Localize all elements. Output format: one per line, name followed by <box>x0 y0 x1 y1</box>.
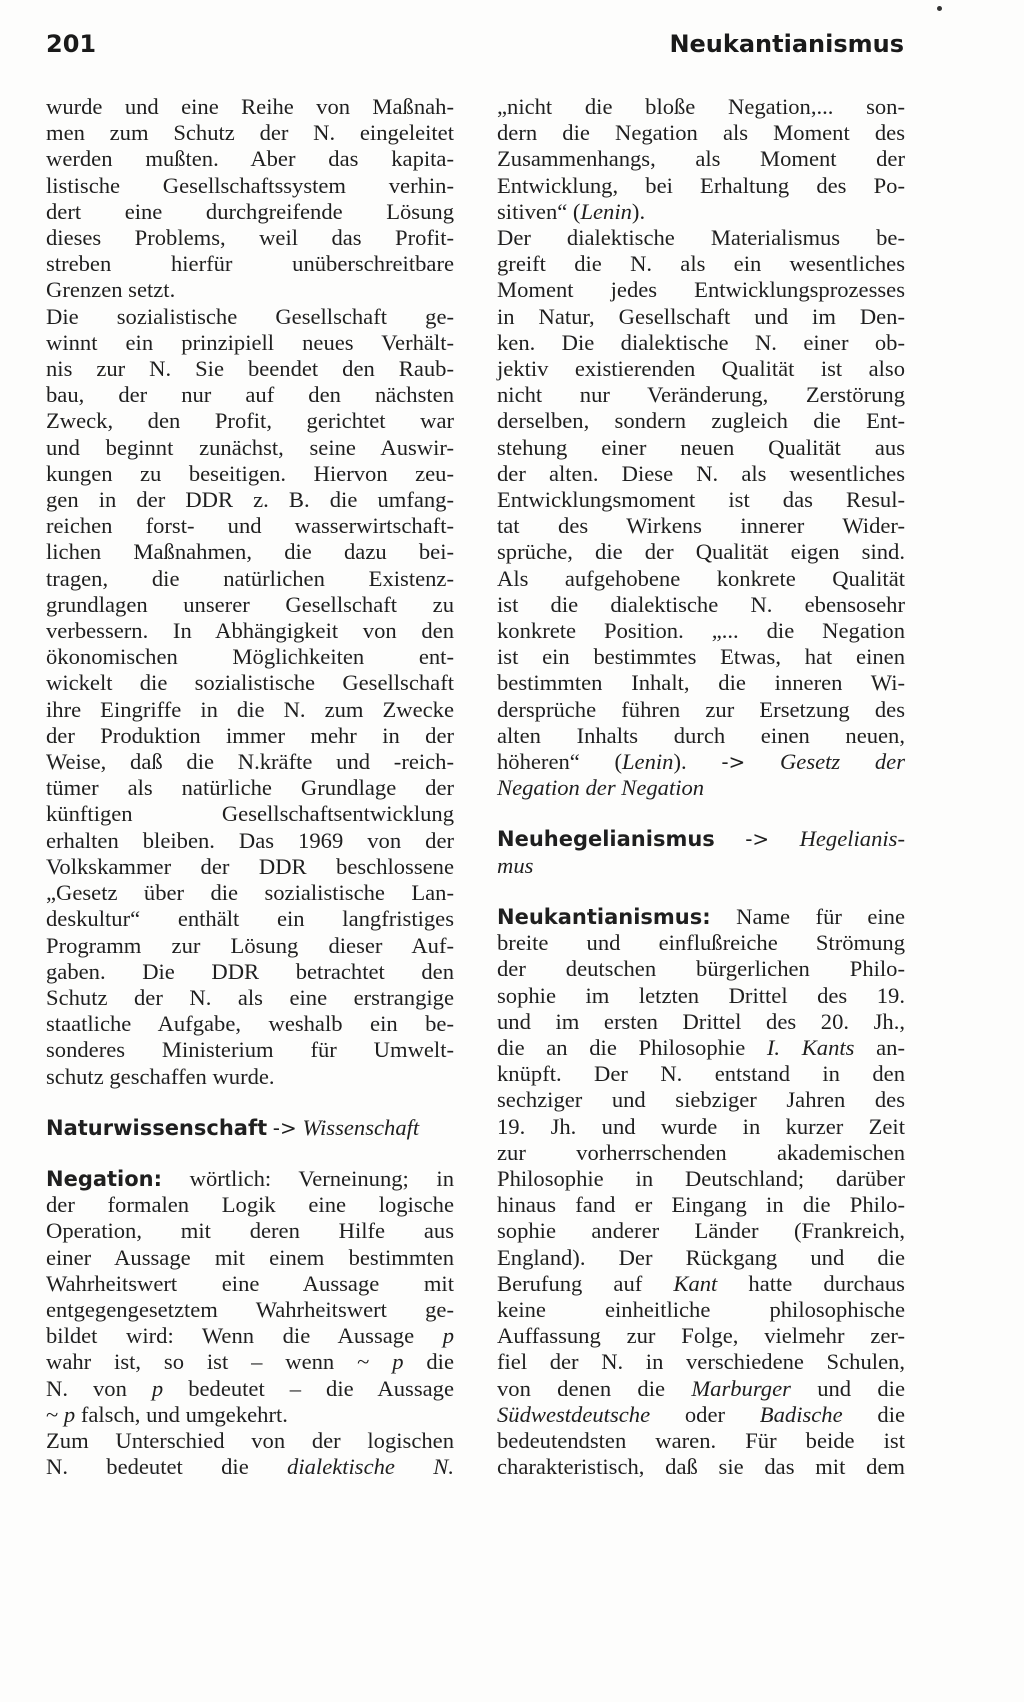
text-line: 19. Jh. und wurde in kurzer Zeit <box>497 1113 905 1139</box>
text-line: ~ p falsch, und umgekehrt. <box>46 1401 288 1427</box>
running-title: Neukantianismus <box>669 30 904 58</box>
text-line: Schutz der N. als eine erstrangige <box>46 984 454 1010</box>
negation-continuation <box>497 94 905 225</box>
text-line: wurde und eine Reihe von Maßnah- <box>46 94 454 119</box>
text-line: gen in der DDR z. B. die umfang- <box>46 487 454 513</box>
text-line: Berufung auf Kant hatte durchaus <box>497 1270 905 1296</box>
text-line: tragen, die natürlichen Existenz- <box>46 565 454 591</box>
text-line: ist die dialektische N. ebensosehr <box>497 591 905 617</box>
text-line: Auffassung zur Folge, vielmehr zer- <box>497 1323 905 1349</box>
print-speck <box>937 6 942 11</box>
text-line: Moment jedes Entwicklungsprozesses <box>497 277 905 303</box>
text-line: die an die Philosophie I. Kants an- <box>497 1034 905 1060</box>
text-line: staatliche Aufgabe, weshalb ein be- <box>46 1011 454 1037</box>
text-line: Programm zur Lösung dieser Auf- <box>46 932 454 958</box>
text-line: sechziger und siebziger Jahren des <box>497 1087 905 1113</box>
text-line: wahr ist, so ist – wenn ~ p die <box>46 1349 454 1375</box>
text-line: höheren“ (Lenin). -> Gesetz der <box>497 749 905 775</box>
text-line: England). Der Rückgang und die <box>497 1244 905 1270</box>
text-line: tat des Wirkens innerer Wider- <box>497 513 905 539</box>
tilde-symbol: ~ <box>46 1401 59 1427</box>
text-line: Zweck, den Profit, gerichtet war <box>46 408 454 434</box>
text-line: Operation, mit deren Hilfe aus <box>46 1218 454 1244</box>
text-line: bildet wird: Wenn die Aussage p <box>46 1323 454 1349</box>
entry-naturwissenschaft <box>46 1115 454 1141</box>
author-citation: Lenin <box>580 198 632 224</box>
entry-term: Neuhegelianismus <box>497 827 715 852</box>
text-line: von denen die Marburger und die <box>497 1375 905 1401</box>
text-line: Weise, daß die N.kräfte und -reich- <box>46 749 454 775</box>
text-line: derselben, sondern zugleich die Ent- <box>497 408 905 434</box>
cross-reference-arrow: -> <box>745 827 770 852</box>
text-line: dert eine durchgreifende Lösung <box>46 198 454 224</box>
text-line: „nicht die bloße Negation,... son- <box>497 94 905 119</box>
variable-p: p <box>151 1375 164 1401</box>
entry-term: Negation: <box>46 1166 163 1191</box>
text-line: ken. Die dialektische N. einer ob- <box>497 329 905 355</box>
text-line: und beginnt zunächst, seine Auswir- <box>46 434 454 460</box>
text-line: sophie im letzten Drittel des 19. <box>497 982 905 1008</box>
variable-p: p <box>63 1401 76 1427</box>
text-line: entgegengesetztem Wahrheitswert ge- <box>46 1296 454 1322</box>
text-line: „Gesetz über die sozialistische Lan- <box>46 880 454 906</box>
text-line: winnt ein prinzipiell neues Verhält- <box>46 329 454 355</box>
text-line: Philosophie in Deutschland; darüber <box>497 1165 905 1191</box>
text-line: sonderes Ministerium für Umwelt- <box>46 1037 454 1063</box>
page-number: 201 <box>46 30 97 58</box>
text-line: Zum Unterschied von der logischen <box>46 1427 454 1453</box>
variable-p: p <box>392 1349 404 1375</box>
text-line: charakteristisch, daß sie das mit dem <box>497 1454 905 1480</box>
text-line: Wahrheitswert eine Aussage mit <box>46 1270 454 1296</box>
right-column <box>497 94 905 1480</box>
text-line: lichen Maßnahmen, die dazu bei- <box>46 539 454 565</box>
cross-reference-arrow: -> <box>721 750 746 775</box>
text-line: ist ein bestimmtes Etwas, hat einen <box>497 644 905 670</box>
text-line: deskultur“ enthält ein langfristiges <box>46 906 454 932</box>
text-line: Als aufgehobene konkrete Qualität <box>497 565 905 591</box>
text-line: in Natur, Gesellschaft und im Den- <box>497 303 905 329</box>
author-citation: Lenin <box>621 749 674 775</box>
text-line: men zum Schutz der N. eingeleitet <box>46 120 454 146</box>
text-line: greift die N. als ein wesentliches <box>497 251 905 277</box>
text-line: Grenzen setzt. <box>46 277 176 303</box>
text-line: künftigen Gesellschaftsentwicklung <box>46 801 454 827</box>
text-line: reichen forst- und wasserwirtschaft- <box>46 513 454 539</box>
text-line <box>497 853 905 879</box>
text-line: wickelt die sozialistische Gesellschaft <box>46 670 454 696</box>
text-line <box>497 826 905 852</box>
text-line: und im ersten Drittel des 20. Jh., <box>497 1008 905 1034</box>
text-line: N. bedeutet die dialektische N. <box>46 1454 454 1480</box>
text-line <box>46 1115 454 1141</box>
text-line: fiel der N. in verschiedene Schulen, <box>497 1349 905 1375</box>
text-line: der alten. Diese N. als wesentliches <box>497 460 905 486</box>
text-line: einer Aussage mit einem bestimmten <box>46 1244 454 1270</box>
text-line: kungen zu beseitigen. Hiervon zeu- <box>46 460 454 486</box>
text-line: dern die Negation als Moment des <box>497 120 905 146</box>
text-line: nicht nur Veränderung, Zerstörung <box>497 382 905 408</box>
paragraph-continuation <box>46 94 454 304</box>
text-line: sprüche, die der Qualität eigen sind. <box>497 539 905 565</box>
text-line: sitiven“ (Lenin). <box>497 198 646 224</box>
text-line: nis zur N. Sie beendet den Raub- <box>46 356 454 382</box>
text-line: Zusammenhangs, als Moment der <box>497 146 905 172</box>
text-line: alten Inhalts durch einen neuen, <box>497 722 905 748</box>
text-line: sophie anderer Länder (Frankreich, <box>497 1218 905 1244</box>
text-line: der Produktion immer mehr in der <box>46 722 454 748</box>
text-line: bestimmten Inhalt, die inneren Wi- <box>497 670 905 696</box>
text-line: zur vorherrschenden akademischen <box>497 1139 905 1165</box>
text-line: jektiv existierenden Qualität ist also <box>497 356 905 382</box>
text-line: ökonomischen Möglichkeiten ent- <box>46 644 454 670</box>
text-line: Südwestdeutsche oder Badische die <box>497 1401 905 1427</box>
text-line: knüpft. Der N. entstand in den <box>497 1061 905 1087</box>
left-column <box>46 94 454 1480</box>
tilde-symbol: ~ <box>357 1349 370 1375</box>
paragraph-socialist-society <box>46 304 454 1090</box>
entry-term: Naturwissenschaft <box>46 1115 268 1140</box>
text-line: hinaus fand er Eingang in die Philo- <box>497 1192 905 1218</box>
text-line: Die sozialistische Gesellschaft ge- <box>46 303 454 329</box>
text-line: der deutschen bürgerlichen Philo- <box>497 956 905 982</box>
text-line: grundlagen unserer Gesellschaft zu <box>46 591 454 617</box>
text-line: erhalten bleiben. Das 1969 von der <box>46 827 454 853</box>
text-line: N. von p bedeutet – die Aussage <box>46 1375 454 1401</box>
text-line: streben hierfür unüberschreitbare <box>46 251 454 277</box>
cross-reference-link[interactable]: Negation der Negation <box>497 775 705 801</box>
cross-reference-link[interactable]: Hegelianis- <box>799 826 905 852</box>
entry-neukantianismus <box>497 904 905 1480</box>
text-line: bedeutendsten waren. Für beide ist <box>497 1427 905 1453</box>
text-line: Entwicklungsmoment ist das Resul- <box>497 487 905 513</box>
cross-reference-link[interactable]: Gesetz der <box>779 749 905 775</box>
text-line: Der dialektische Materialismus be- <box>497 225 905 251</box>
text-line: gaben. Die DDR betrachtet den <box>46 958 454 984</box>
text-line: Entwicklung, bei Erhaltung des Po- <box>497 172 905 198</box>
cross-reference-link[interactable]: Wissenschaft <box>302 1114 420 1140</box>
text-line: keine einheitliche philosophische <box>497 1296 905 1322</box>
variable-p: p <box>442 1323 454 1349</box>
cross-reference-link[interactable]: mus <box>497 852 534 878</box>
text-line: werden mußten. Aber das kapita- <box>46 146 454 172</box>
text-line <box>497 775 905 801</box>
text-line: Neukantianismus: Name für eine <box>497 903 905 929</box>
text-line: der formalen Logik eine logische <box>46 1192 454 1218</box>
entry-term: Neukantianismus: <box>497 904 711 929</box>
paragraph-dialectical-materialism <box>497 225 905 801</box>
text-line: dieses Problems, weil das Profit- <box>46 225 454 251</box>
text-line: stehung einer neuen Qualität aus <box>497 434 905 460</box>
text-line: bau, der nur auf den nächsten <box>46 382 454 408</box>
text-line: ihre Eingriffe in die N. zum Zwecke <box>46 696 454 722</box>
text-line: konkrete Position. „... die Negation <box>497 618 905 644</box>
entry-negation <box>46 1166 454 1480</box>
entry-neuhegelianismus <box>497 826 905 878</box>
text-line: schutz geschaffen wurde. <box>46 1063 275 1089</box>
text-line: breite und einflußreiche Strömung <box>497 930 905 956</box>
text-line: dersprüche führen zur Ersetzung des <box>497 696 905 722</box>
cross-reference-arrow: -> <box>272 1115 297 1140</box>
text-line: tümer als natürliche Grundlage der <box>46 775 454 801</box>
text-line: listische Gesellschaftssystem verhin- <box>46 172 454 198</box>
text-line: Negation: wörtlich: Verneinung; in <box>46 1165 454 1191</box>
text-line: verbessern. In Abhängigkeit von den <box>46 618 454 644</box>
text-line: Volkskammer der DDR beschlossene <box>46 853 454 879</box>
